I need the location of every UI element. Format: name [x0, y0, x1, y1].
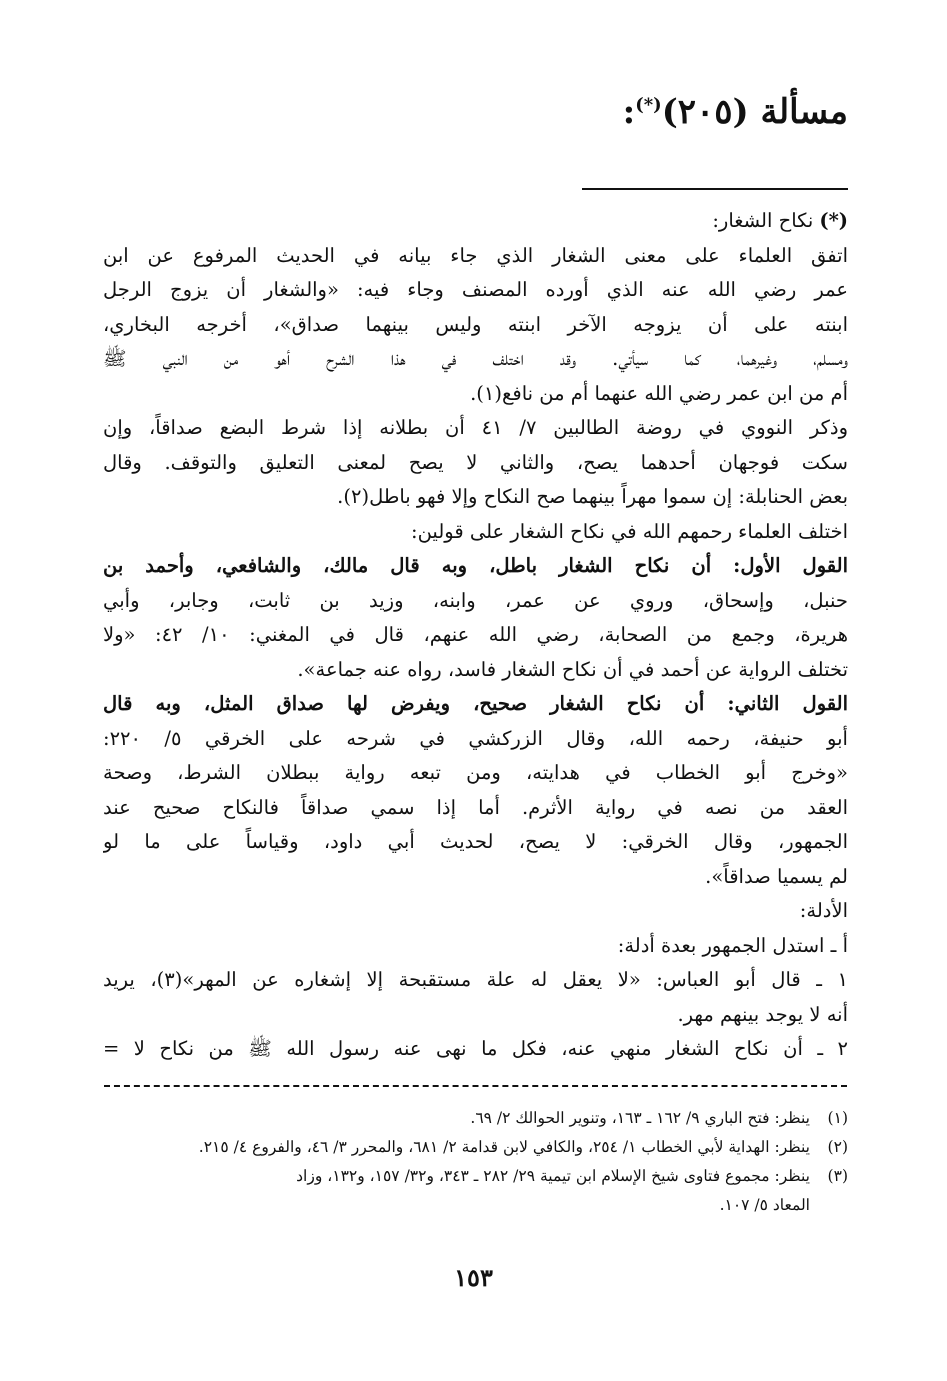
footnote-text: ينظر: مجموع فتاوى شيخ الإسلام ابن تيمية ٢٩/ ٢٨٢ ـ ٣٤٣، و٣٢/ ١٥٧، و١٣٢، وزاد — [296, 1167, 810, 1185]
note-marker: (*) — [819, 209, 848, 232]
body-line: ٢ ـ أن نكاح الشغار منهي عنه، فكل ما نهى عنه رسول الله ﷺ من نكاح لا = — [103, 1037, 848, 1060]
body-line: حنبل، وإسحاق، وروي عن عمر، وابنه، وزيد بن ثابت، وجابر، وأبي — [103, 588, 848, 612]
body-line: ومسلم، وغيرهما، كما سيأتي. وقد اختلف في هذا الشرح أهو من النبي ﷺ — [103, 347, 848, 370]
footnote-text: ينظر: الهداية لأبي الخطاب ١/ ٢٥٤، والكافي لابن قدامة ٢/ ٦٨١، والمحرر ٣/ ٤٦، والفروع ٤/ ٢١٥. — [198, 1138, 810, 1156]
body-line: عمر رضي الله عنه الذي أورده المصنف وجاء فيه: «والشغار أن يزوج الرجل — [103, 278, 848, 301]
body-line: ١ ـ قال أبو العباس: «لا يعقل له علة مستقبحة إلا إشغاره عن المهر»(٣)، يريد — [103, 968, 848, 991]
footnote — [103, 1162, 848, 1191]
footnote-continuation — [103, 1191, 848, 1220]
title-colon: : — [622, 92, 636, 132]
footnote-number — [810, 1191, 848, 1220]
title-text: مسألة (٢٠٥) — [661, 92, 848, 132]
note-heading: نكاح الشغار: — [712, 209, 814, 232]
note-body — [103, 204, 848, 1067]
note-heading-line — [103, 204, 848, 239]
footnote-separator — [104, 1085, 847, 1087]
body-line: لم يسميا صداقاً». — [705, 864, 848, 888]
footnote — [103, 1104, 848, 1133]
body-line: الجمهور، وقال الخرقي: لا يصح، لحديث أبي داود، وقياساً على ما لو — [103, 830, 848, 853]
body-line: وذكر النووي في روضة الطالبين ٧/ ٤١ أن بطلانه إذا شرط البضع صداقاً، وإن — [103, 416, 848, 439]
footnote-separator-top — [582, 188, 848, 190]
footnotes — [103, 1104, 848, 1220]
footnote-number: (٣) — [827, 1167, 848, 1185]
title-footnote-marker: (*) — [635, 94, 662, 116]
footnote-number: (١) — [827, 1109, 848, 1127]
page-title — [623, 92, 848, 132]
body-line: أم من ابن عمر رضي الله عنهما أم من نافع(١). — [470, 381, 848, 405]
body-line: أبو حنيفة، رحمه الله، وقال الزركشي في شرحه على الخرقي ٥/ ٢٢٠: — [103, 726, 848, 750]
body-line: أنه لا يوجد بينهم مهر. — [677, 1002, 848, 1026]
body-line: ابنته على أن يزوجه الآخر ابنته وليس بينهما صداق»، أخرجه البخاري، — [103, 312, 848, 336]
page-number: ١٥٣ — [454, 1263, 493, 1292]
footnote — [103, 1133, 848, 1162]
body-line: سكت فوجهان أحدهما يصح، والثاني لا يصح لمعنى التعليق والتوقف. وقال — [103, 450, 848, 474]
footnote-text: المعاد ٥/ ١٠٧. — [719, 1196, 810, 1214]
body-line: تختلف الرواية عن أحمد في أن نكاح الشغار فاسد، رواه عنه جماعة». — [297, 657, 848, 681]
body-line: القول الثاني: أن نكاح الشغار صحيح، ويفرض لها صداق المثل، وبه قال — [103, 692, 848, 715]
body-line: اختلف العلماء رحمهم الله في نكاح الشغار على قولين: — [411, 519, 848, 543]
body-line: هريرة، وجمع من الصحابة، رضي الله عنهم، قال في المغني: ١٠/ ٤٢: «ولا — [103, 623, 848, 646]
footnote-number: (٢) — [827, 1138, 848, 1156]
body-line: بعض الحنابلة: إن سموا مهراً بينهما صح النكاح وإلا فهو باطل(٢). — [337, 485, 848, 508]
body-line: الأدلة: — [799, 899, 848, 922]
footnote-text: ينظر: فتح الباري ٩/ ١٦٢ ـ ١٦٣، وتنوير الحوالك ٢/ ٦٩. — [470, 1109, 810, 1127]
body-line: أ ـ استدل الجمهور بعدة أدلة: — [617, 933, 848, 957]
body-line: العقد من نصه في رواية الأثرم. أما إذا سمي صداقاً فالنكاح صحيح عند — [103, 795, 848, 819]
body-line: «وخرج أبو الخطاب في هدايته، ومن تبعه رواية ببطلان الشرط، وصحة — [103, 761, 848, 784]
body-line: اتفق العلماء على معنى الشغار الذي جاء بيانه في الحديث المرفوع عن ابن — [103, 243, 848, 267]
body-line: القول الأول: أن نكاح الشغار باطل، وبه قال مالك، والشافعي، وأحمد بن — [103, 554, 848, 577]
